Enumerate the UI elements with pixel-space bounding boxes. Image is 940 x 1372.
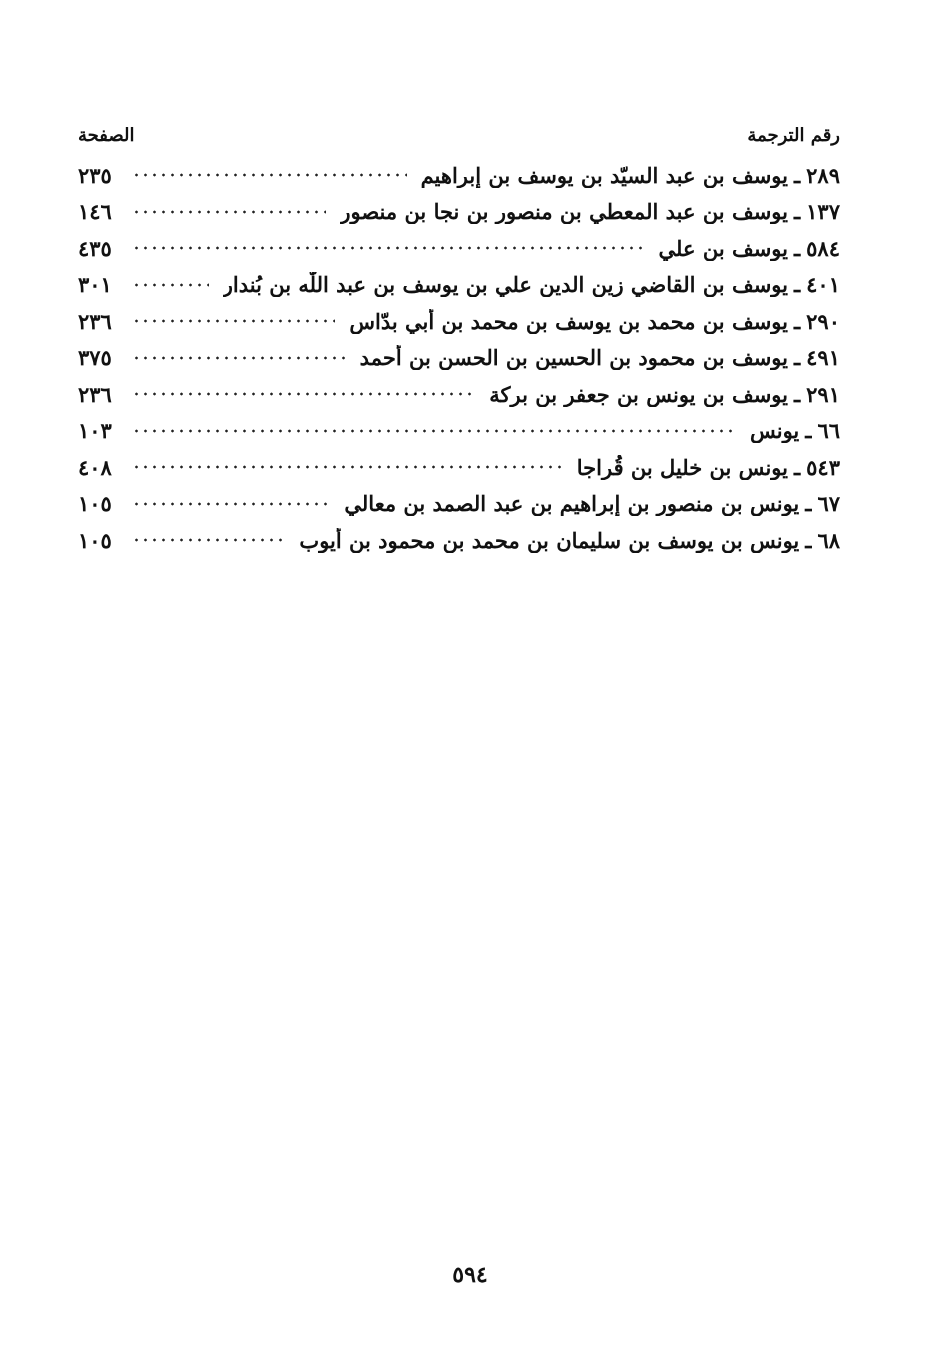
- entry-separator: ـ: [805, 491, 812, 517]
- entry-name: يونس بن خليل بن قُراجا: [576, 454, 788, 480]
- entry-page: ٣٠١: [78, 272, 112, 298]
- entry-number: ١٣٧: [806, 199, 840, 225]
- entry-name: يوسف بن عبد المعطي بن منصور بن نجا بن منصور: [340, 199, 788, 225]
- entry-page: ١٠٥: [78, 491, 112, 517]
- entry-name: يوسف بن محمود بن الحسين بن الحسن بن أحمد: [359, 345, 788, 371]
- entry-page: ٤٠٨: [78, 454, 112, 480]
- dot-leader: [132, 392, 475, 396]
- entry-separator: ـ: [794, 381, 801, 407]
- index-entry: [78, 413, 840, 450]
- entry-name: يوسف بن محمد بن يوسف بن محمد بن أبي بدّاس: [349, 308, 788, 334]
- index-entry: [78, 486, 840, 523]
- index-entry: [78, 449, 840, 486]
- index-entry: [78, 157, 840, 194]
- index-entry: [78, 267, 840, 304]
- entry-name: يونس بن يوسف بن سليمان بن محمد بن محمود بن أيوب: [299, 527, 800, 553]
- entry-number: ٦٧: [817, 491, 840, 517]
- entry-separator: ـ: [794, 345, 801, 371]
- entry-name: يوسف بن يونس بن جعفر بن بركة: [489, 381, 788, 407]
- index-header: [78, 118, 840, 152]
- entry-number: ٢٩٠: [806, 308, 840, 334]
- entry-page: ١٠٣: [78, 418, 112, 444]
- index-entry: [78, 303, 840, 340]
- entry-number: ٥٨٤: [806, 235, 840, 261]
- entry-name: يوسف بن علي: [658, 235, 788, 261]
- entry-name: يوسف بن القاضي زين الدين علي بن يوسف بن عبد اللّٰه بن بُندار: [222, 272, 788, 298]
- entry-page: ٣٧٥: [78, 345, 112, 371]
- dot-leader: [132, 429, 736, 433]
- index-entries: [78, 157, 840, 559]
- dot-leader: [132, 319, 335, 323]
- entry-number: ٦٦: [817, 418, 840, 444]
- index-entry: [78, 230, 840, 267]
- entry-separator: ـ: [794, 454, 801, 480]
- dot-leader: [132, 502, 330, 506]
- entry-number: ٤٩١: [806, 345, 840, 371]
- index-entry: [78, 340, 840, 377]
- dot-leader: [132, 173, 407, 177]
- dot-leader: [132, 210, 326, 214]
- entry-separator: ـ: [794, 235, 801, 261]
- entry-separator: ـ: [794, 308, 801, 334]
- entry-page: ٤٣٥: [78, 235, 112, 261]
- entry-page: ٢٣٦: [78, 308, 112, 334]
- entry-separator: ـ: [794, 162, 801, 188]
- entry-page: ٢٣٦: [78, 381, 112, 407]
- entry-separator: ـ: [794, 199, 801, 225]
- entry-number: ٤٠١: [806, 272, 840, 298]
- dot-leader: [132, 465, 563, 469]
- entry-number: ٥٤٣: [806, 454, 840, 480]
- entry-separator: ـ: [794, 272, 801, 298]
- dot-leader: [132, 283, 209, 287]
- entry-number-column-label: رقم الترجمة: [747, 124, 840, 146]
- page-column-label: الصفحة: [78, 124, 135, 146]
- index-entry: [78, 194, 840, 231]
- entry-page: ٢٣٥: [78, 162, 112, 188]
- dot-leader: [132, 538, 285, 542]
- entry-name: يونس: [749, 418, 800, 444]
- entry-number: ٦٨: [817, 527, 840, 553]
- index-entry: [78, 376, 840, 413]
- entry-page: ١٠٥: [78, 527, 112, 553]
- index-entry: [78, 522, 840, 559]
- page-number: ٥٩٤: [452, 1262, 488, 1288]
- dot-leader: [132, 246, 645, 250]
- entry-number: ٢٩١: [806, 381, 840, 407]
- entry-number: ٢٨٩: [806, 162, 840, 188]
- entry-name: يوسف بن عبد السيّد بن يوسف بن إبراهيم: [420, 162, 788, 188]
- entry-separator: ـ: [805, 418, 812, 444]
- entry-name: يونس بن منصور بن إبراهيم بن عبد الصمد بن معالي: [344, 491, 800, 517]
- entry-separator: ـ: [805, 527, 812, 553]
- dot-leader: [132, 356, 346, 360]
- entry-page: ١٤٦: [78, 199, 112, 225]
